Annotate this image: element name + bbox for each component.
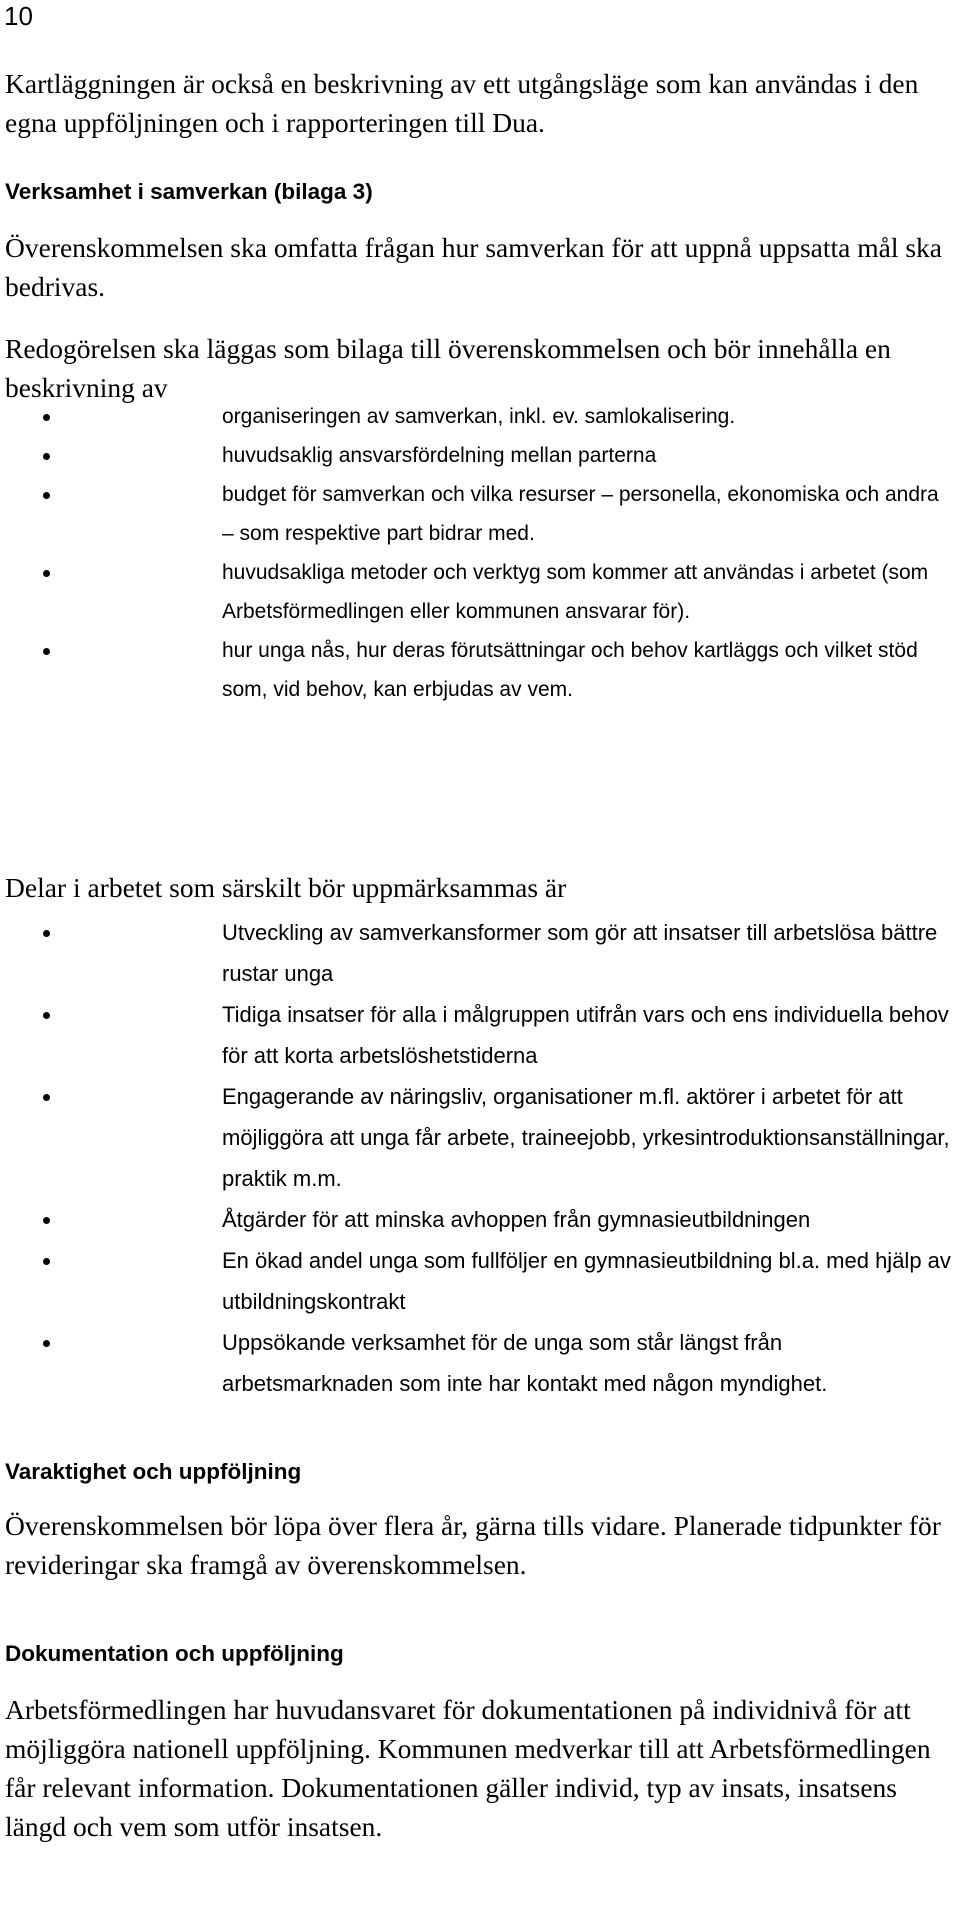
- bullet-icon: [43, 1012, 50, 1019]
- list-item: [0, 994, 956, 1076]
- list-item-text: huvudsaklig ansvarsfördelning mellan parterna: [222, 444, 657, 467]
- list-item: [0, 1076, 956, 1199]
- section2-paragraph: Delar i arbetet som särskilt bör uppmärksammas är: [5, 872, 567, 903]
- section-heading-varaktighet: Varaktighet och uppföljning: [5, 1459, 302, 1484]
- list-item-text: En ökad andel unga som fullföljer en gymnasieutbildning bl.a. med hjälp av utbildningskontrakt: [222, 1248, 951, 1314]
- list-item-text: organiseringen av samverkan, inkl. ev. samlokalisering.: [222, 405, 736, 428]
- bullet-icon: [43, 648, 50, 655]
- section4-paragraph: Arbetsförmedlingen har huvudansvaret för dokumentationen på individnivå för att möjliggöra nationell uppföljning. Kommunen medverkar till att Arbetsförmedlingen får relevant information. Dokumentationen gäller individ, typ av insats, insatsens längd och vem som utför insatsen.: [5, 1694, 931, 1842]
- section1-paragraph-1: Överenskommelsen ska omfatta frågan hur samverkan för att uppnå uppsatta mål ska bedrivas.: [5, 232, 942, 302]
- list-item: [0, 1240, 956, 1322]
- bullet-icon: [43, 1094, 50, 1101]
- list-item-text: Åtgärder för att minska avhoppen från gymnasieutbildningen: [222, 1207, 811, 1232]
- bullet-icon: [43, 570, 50, 577]
- intro-paragraph: Kartläggningen är också en beskrivning av ett utgångsläge som kan användas i den egna uppföljningen och i rapporteringen till Dua.: [5, 68, 919, 138]
- bullet-icon: [43, 930, 50, 937]
- list-item-text: Uppsökande verksamhet för de unga som står längst från arbetsmarknaden som inte har kontakt med någon myndighet.: [222, 1330, 828, 1396]
- section-heading-verksamhet: Verksamhet i samverkan (bilaga 3): [5, 179, 373, 204]
- list-item-text: Utveckling av samverkansformer som gör att insatser till arbetslösa bättre rustar unga: [222, 920, 938, 986]
- list-item: [0, 436, 956, 475]
- section2-bullet-list: [0, 912, 960, 1404]
- list-item-text: huvudsakliga metoder och verktyg som kommer att användas i arbetet (som Arbetsförmedlingen eller kommunen ansvarar för).: [222, 561, 929, 623]
- bullet-icon: [43, 492, 50, 499]
- section1-paragraph-2: Redogörelsen ska läggas som bilaga till överenskommelsen och bör innehålla en beskrivning av: [5, 333, 891, 403]
- list-item: [0, 1322, 956, 1404]
- list-item-text: Tidiga insatser för alla i målgruppen utifrån vars och ens individuella behov för att korta arbetslöshetstiderna: [222, 1002, 949, 1068]
- page-number: 10: [4, 1, 33, 31]
- list-item-text: hur unga nås, hur deras förutsättningar och behov kartläggs och vilket stöd som, vid behov, kan erbjudas av vem.: [222, 639, 918, 701]
- list-item: [0, 1199, 956, 1240]
- list-item: [0, 397, 956, 436]
- bullet-icon: [43, 1258, 50, 1265]
- section-heading-dokumentation: Dokumentation och uppföljning: [5, 1641, 344, 1666]
- list-item-text: Engagerande av näringsliv, organisationer m.fl. aktörer i arbetet för att möjliggöra att unga får arbete, traineejobb, yrkesintroduktionsanställningar, praktik m.m.: [222, 1084, 950, 1191]
- bullet-icon: [43, 1340, 50, 1347]
- bullet-icon: [43, 414, 50, 421]
- section3-paragraph: Överenskommelsen bör löpa över flera år, gärna tills vidare. Planerade tidpunkter för revideringar ska framgå av överenskommelsen.: [5, 1510, 941, 1580]
- bullet-icon: [43, 453, 50, 460]
- list-item: [0, 475, 956, 553]
- list-item: [0, 912, 956, 994]
- bullet-icon: [43, 1217, 50, 1224]
- section1-bullet-list: [0, 397, 960, 709]
- list-item: [0, 553, 956, 631]
- list-item-text: budget för samverkan och vilka resurser – personella, ekonomiska och andra – som respektive part bidrar med.: [222, 483, 939, 545]
- list-item: [0, 631, 956, 709]
